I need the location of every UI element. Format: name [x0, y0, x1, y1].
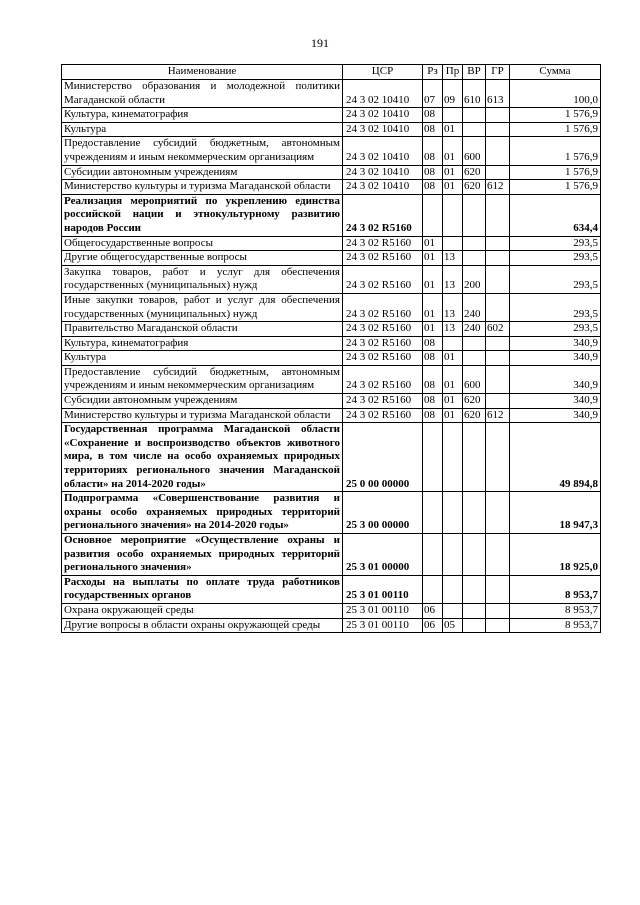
cell-csr: 24 3 02 R5160 [343, 236, 423, 251]
cell-rz: 08 [423, 408, 443, 423]
table-row [62, 265, 601, 293]
cell-name: Субсидии автономным учреждениям [62, 165, 343, 180]
cell-pr: 09 [443, 80, 463, 108]
cell-rz: 08 [423, 165, 443, 180]
cell-sum: 1 576,9 [510, 165, 601, 180]
cell-pr [443, 236, 463, 251]
cell-gr [486, 394, 510, 409]
table-row [62, 322, 601, 337]
cell-name: Общегосударственные вопросы [62, 236, 343, 251]
cell-rz: 01 [423, 322, 443, 337]
cell-gr: 613 [486, 80, 510, 108]
cell-rz: 08 [423, 394, 443, 409]
table-row [62, 492, 601, 534]
cell-name: Иные закупки товаров, работ и услуг для обеспечения государственных (муниципальных) нужд [62, 293, 343, 321]
cell-pr [443, 575, 463, 603]
cell-pr: 01 [443, 180, 463, 195]
cell-gr [486, 492, 510, 534]
cell-sum: 1 576,9 [510, 180, 601, 195]
cell-name: Правительство Магаданской области [62, 322, 343, 337]
header-pr: Пр [443, 65, 463, 80]
table-body [62, 80, 601, 633]
header-name: Наименование [62, 65, 343, 80]
cell-csr: 24 3 02 10410 [343, 165, 423, 180]
cell-name: Охрана окружающей среды [62, 603, 343, 618]
table-row [62, 394, 601, 409]
table-row [62, 165, 601, 180]
cell-pr [443, 423, 463, 492]
cell-sum: 8 953,7 [510, 618, 601, 633]
table-row [62, 423, 601, 492]
cell-csr: 25 3 01 00110 [343, 618, 423, 633]
cell-gr [486, 293, 510, 321]
cell-pr [443, 492, 463, 534]
table-row [62, 351, 601, 366]
table-row [62, 236, 601, 251]
cell-sum: 293,5 [510, 236, 601, 251]
cell-name: Расходы на выплаты по оплате труда работников государственных органов [62, 575, 343, 603]
cell-gr [486, 165, 510, 180]
cell-rz [423, 423, 443, 492]
table-row [62, 575, 601, 603]
cell-sum: 340,9 [510, 394, 601, 409]
cell-gr [486, 122, 510, 137]
cell-rz: 08 [423, 351, 443, 366]
cell-vr: 620 [463, 408, 486, 423]
cell-pr [443, 194, 463, 236]
table-row [62, 108, 601, 123]
cell-pr: 01 [443, 365, 463, 393]
table-row [62, 251, 601, 266]
cell-vr [463, 618, 486, 633]
cell-name: Предоставление субсидий бюджетным, автономным учреждениям и иным некоммерческим организациям [62, 137, 343, 165]
cell-csr: 24 3 02 10410 [343, 137, 423, 165]
cell-gr [486, 365, 510, 393]
table-row [62, 293, 601, 321]
cell-csr: 24 3 02 10410 [343, 180, 423, 195]
page-number: 191 [311, 36, 329, 50]
cell-csr: 25 3 00 00000 [343, 492, 423, 534]
header-sum: Сумма [510, 65, 601, 80]
cell-gr [486, 137, 510, 165]
cell-gr: 602 [486, 322, 510, 337]
cell-pr [443, 108, 463, 123]
budget-table [61, 64, 601, 633]
cell-rz: 08 [423, 108, 443, 123]
cell-csr: 24 3 02 R5160 [343, 251, 423, 266]
cell-gr [486, 575, 510, 603]
cell-sum: 1 576,9 [510, 122, 601, 137]
cell-pr: 13 [443, 265, 463, 293]
cell-pr: 13 [443, 251, 463, 266]
cell-vr [463, 336, 486, 351]
cell-rz: 08 [423, 137, 443, 165]
table-row [62, 618, 601, 633]
cell-vr: 620 [463, 394, 486, 409]
cell-vr [463, 122, 486, 137]
cell-rz: 01 [423, 265, 443, 293]
cell-pr: 01 [443, 122, 463, 137]
cell-gr [486, 336, 510, 351]
cell-vr [463, 492, 486, 534]
cell-csr: 24 3 02 10410 [343, 108, 423, 123]
cell-sum: 18 947,3 [510, 492, 601, 534]
cell-name: Другие вопросы в области охраны окружающей среды [62, 618, 343, 633]
cell-vr [463, 108, 486, 123]
cell-rz [423, 194, 443, 236]
cell-vr [463, 534, 486, 576]
cell-gr [486, 194, 510, 236]
cell-name: Другие общегосударственные вопросы [62, 251, 343, 266]
cell-rz: 06 [423, 618, 443, 633]
header-csr: ЦСР [343, 65, 423, 80]
header-vr: ВР [463, 65, 486, 80]
cell-pr: 01 [443, 394, 463, 409]
table-row [62, 180, 601, 195]
cell-sum: 340,9 [510, 365, 601, 393]
cell-pr: 01 [443, 351, 463, 366]
cell-rz: 06 [423, 603, 443, 618]
cell-vr: 240 [463, 322, 486, 337]
cell-csr: 24 3 02 R5160 [343, 394, 423, 409]
cell-vr [463, 194, 486, 236]
cell-name: Культура, кинематография [62, 336, 343, 351]
cell-pr: 01 [443, 137, 463, 165]
cell-rz: 08 [423, 336, 443, 351]
cell-vr [463, 423, 486, 492]
cell-name: Министерство образования и молодежной политики Магаданской области [62, 80, 343, 108]
cell-sum: 8 953,7 [510, 603, 601, 618]
cell-sum: 1 576,9 [510, 137, 601, 165]
cell-csr: 25 3 01 00110 [343, 575, 423, 603]
cell-rz [423, 492, 443, 534]
cell-csr: 24 3 02 R5160 [343, 351, 423, 366]
cell-csr: 24 3 02 R5160 [343, 365, 423, 393]
cell-csr: 24 3 02 R5160 [343, 336, 423, 351]
cell-pr [443, 336, 463, 351]
cell-vr: 620 [463, 180, 486, 195]
cell-csr: 24 3 02 10410 [343, 80, 423, 108]
cell-name: Предоставление субсидий бюджетным, автономным учреждениям и иным некоммерческим организациям [62, 365, 343, 393]
cell-name: Подпрограмма «Совершенствование развития и охраны особо охраняемых природных территорий регионального значения» на 2014-2020 годы» [62, 492, 343, 534]
cell-csr: 25 3 01 00000 [343, 534, 423, 576]
cell-rz: 07 [423, 80, 443, 108]
table-row [62, 194, 601, 236]
cell-pr: 01 [443, 408, 463, 423]
cell-pr: 13 [443, 293, 463, 321]
cell-vr: 240 [463, 293, 486, 321]
cell-name: Культура [62, 122, 343, 137]
cell-rz: 01 [423, 293, 443, 321]
header-gr: ГР [486, 65, 510, 80]
cell-gr [486, 423, 510, 492]
cell-name: Государственная программа Магаданской области «Сохранение и воспроизводство объектов животного мира, в том числе на особо охраняемых природных территориях регионального значения Магаданской области» на 2014-2020 годы» [62, 423, 343, 492]
cell-csr: 24 3 02 R5160 [343, 322, 423, 337]
cell-csr: 24 3 02 R5160 [343, 194, 423, 236]
cell-rz [423, 534, 443, 576]
cell-sum: 340,9 [510, 336, 601, 351]
cell-rz: 01 [423, 251, 443, 266]
cell-rz: 01 [423, 236, 443, 251]
cell-name: Министерство культуры и туризма Магаданской области [62, 180, 343, 195]
cell-vr [463, 575, 486, 603]
cell-gr: 612 [486, 408, 510, 423]
cell-vr: 200 [463, 265, 486, 293]
table-row [62, 603, 601, 618]
cell-sum: 8 953,7 [510, 575, 601, 603]
cell-gr [486, 618, 510, 633]
cell-vr: 600 [463, 365, 486, 393]
cell-pr [443, 534, 463, 576]
cell-gr: 612 [486, 180, 510, 195]
cell-pr: 01 [443, 165, 463, 180]
cell-csr: 25 3 01 00110 [343, 603, 423, 618]
cell-vr [463, 251, 486, 266]
table-row [62, 365, 601, 393]
cell-name: Закупка товаров, работ и услуг для обеспечения государственных (муниципальных) нужд [62, 265, 343, 293]
cell-gr [486, 265, 510, 293]
cell-vr [463, 236, 486, 251]
cell-gr [486, 236, 510, 251]
cell-csr: 25 0 00 00000 [343, 423, 423, 492]
cell-vr [463, 603, 486, 618]
table-row [62, 534, 601, 576]
cell-vr: 600 [463, 137, 486, 165]
cell-sum: 340,9 [510, 408, 601, 423]
cell-sum: 293,5 [510, 251, 601, 266]
cell-sum: 634,4 [510, 194, 601, 236]
cell-sum: 49 894,8 [510, 423, 601, 492]
cell-sum: 1 576,9 [510, 108, 601, 123]
cell-sum: 100,0 [510, 80, 601, 108]
cell-name: Культура [62, 351, 343, 366]
cell-vr: 610 [463, 80, 486, 108]
cell-sum: 293,5 [510, 265, 601, 293]
table-row [62, 122, 601, 137]
cell-rz: 08 [423, 365, 443, 393]
cell-sum: 340,9 [510, 351, 601, 366]
cell-name: Основное мероприятие «Осуществление охраны и развития особо охраняемых природных территорий регионального значения» [62, 534, 343, 576]
cell-name: Субсидии автономным учреждениям [62, 394, 343, 409]
cell-pr: 05 [443, 618, 463, 633]
cell-csr: 24 3 02 10410 [343, 122, 423, 137]
table-row [62, 336, 601, 351]
cell-rz [423, 575, 443, 603]
cell-name: Культура, кинематография [62, 108, 343, 123]
cell-csr: 24 3 02 R5160 [343, 293, 423, 321]
cell-sum: 293,5 [510, 293, 601, 321]
cell-name: Министерство культуры и туризма Магаданской области [62, 408, 343, 423]
cell-gr [486, 351, 510, 366]
table-header-row [62, 65, 601, 80]
cell-gr [486, 108, 510, 123]
table-row [62, 80, 601, 108]
cell-pr [443, 603, 463, 618]
cell-csr: 24 3 02 R5160 [343, 265, 423, 293]
table-row [62, 137, 601, 165]
header-rz: Рз [423, 65, 443, 80]
cell-sum: 18 925,0 [510, 534, 601, 576]
cell-sum: 293,5 [510, 322, 601, 337]
cell-gr [486, 251, 510, 266]
cell-vr: 620 [463, 165, 486, 180]
cell-pr: 13 [443, 322, 463, 337]
cell-name: Реализация мероприятий по укреплению единства российской нации и этнокультурному развитию народов России [62, 194, 343, 236]
cell-csr: 24 3 02 R5160 [343, 408, 423, 423]
cell-gr [486, 603, 510, 618]
cell-rz: 08 [423, 122, 443, 137]
table-row [62, 408, 601, 423]
cell-gr [486, 534, 510, 576]
cell-vr [463, 351, 486, 366]
cell-rz: 08 [423, 180, 443, 195]
